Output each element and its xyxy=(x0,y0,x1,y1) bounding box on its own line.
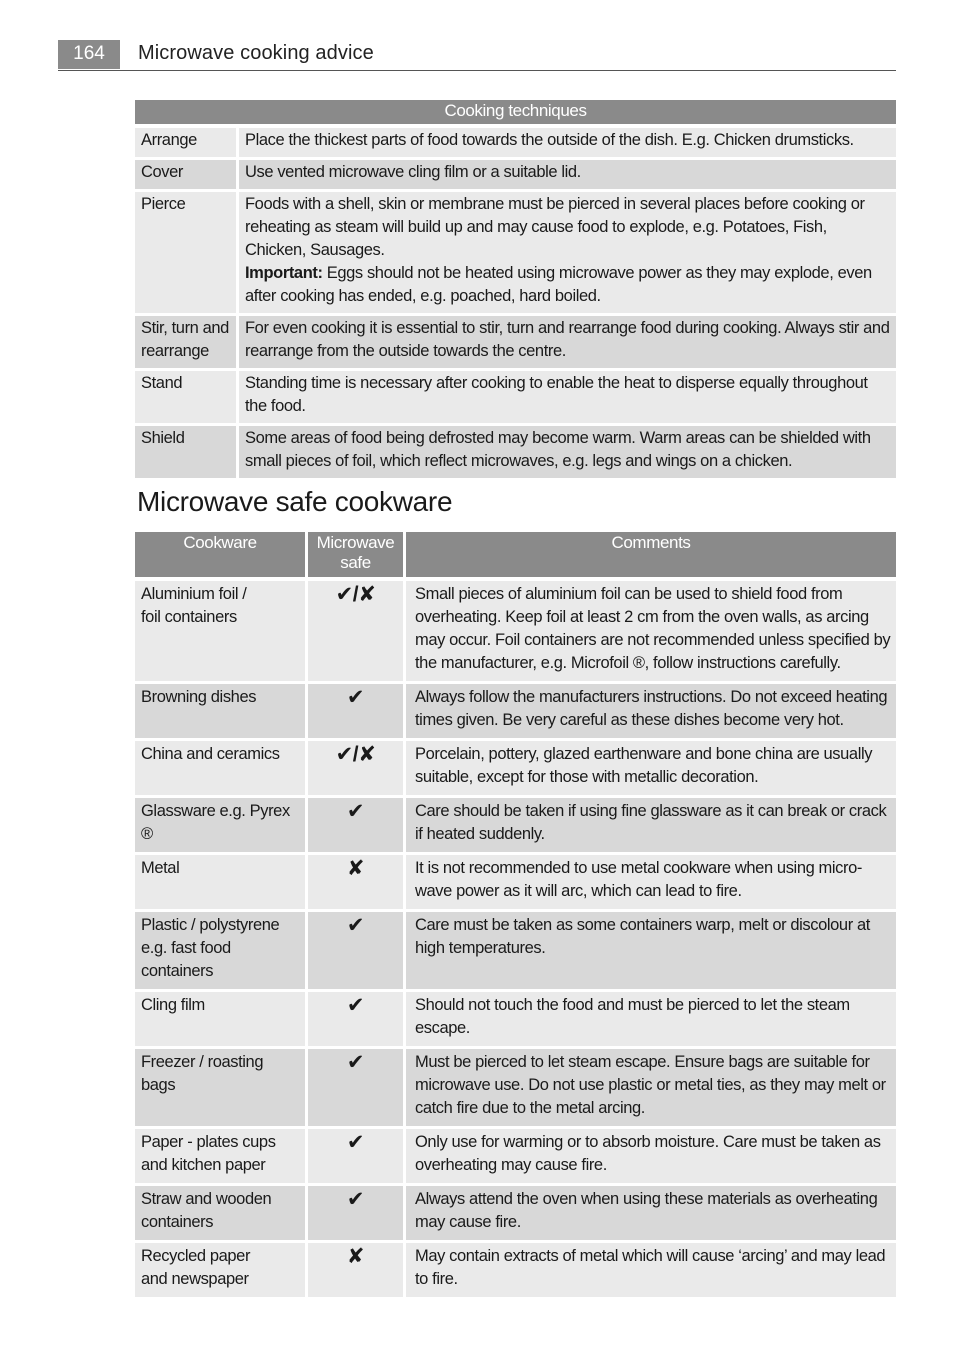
cookware-name: Glassware e.g. Pyrex ® xyxy=(135,798,308,855)
table-row xyxy=(135,316,896,371)
cookware-comment: Must be pierced to let steam escape. Ensure bags are suitable for microwave use. Do not use plastic or metal ties, as they may melt or catch fire due to the metal arcing. xyxy=(406,1049,896,1129)
cookware-comment: Always follow the manufacturers instructions. Do not exceed heating times given. Be very careful as these dishes become very hot. xyxy=(406,684,896,741)
cookware-table xyxy=(135,532,896,1300)
technique-text: Some areas of food being defrosted may become warm. Warm areas can be shielded with small pieces of foil, which reflect microwaves, e.g. legs and wings on a chicken. xyxy=(239,426,896,481)
table-row xyxy=(135,992,896,1049)
cookware-comment: Small pieces of aluminium foil can be used to shield food from overheating. Keep foil at least 2 cm from the oven walls, as arcing may occur. Foil containers are not recommended unless specified by the manufacturer, e.g. Microfoil ®, follow instructions carefully. xyxy=(406,581,896,684)
page-number: 164 xyxy=(58,40,120,69)
microwave-safe-mark: ✔ xyxy=(308,912,406,992)
technique-term: Stir, turn and rearrange xyxy=(135,316,239,371)
table-row xyxy=(135,371,896,426)
technique-term: Stand xyxy=(135,371,239,426)
important-label: Important: xyxy=(245,264,323,282)
technique-text: For even cooking it is essential to stir, turn and rearrange food during cooking. Always stir and rearrange from the outside towards the centre. xyxy=(239,316,896,371)
technique-text: Standing time is necessary after cooking to enable the heat to disperse equally throughout the food. xyxy=(239,371,896,426)
table-row xyxy=(135,741,896,798)
table-row xyxy=(135,1129,896,1186)
column-header-cookware: Cookware xyxy=(135,532,308,581)
cookware-name: Aluminium foil / foil containers xyxy=(135,581,308,684)
technique-term: Cover xyxy=(135,160,239,192)
table-row xyxy=(135,1186,896,1243)
microwave-safe-mark: ✘ xyxy=(308,1243,406,1300)
cookware-name: Straw and wooden containers xyxy=(135,1186,308,1243)
page-header xyxy=(58,40,896,71)
technique-text-cell xyxy=(239,192,896,316)
technique-text: Foods with a shell, skin or membrane must be pierced in several places before cooking or reheating as steam will build up and may cause food to explode, e.g. Potatoes, Fish, Chicken, Sausages. xyxy=(245,195,865,259)
table-row xyxy=(135,912,896,992)
table-row xyxy=(135,684,896,741)
section-title: Microwave safe cookware xyxy=(137,486,453,517)
table-row xyxy=(135,855,896,912)
cookware-comment: Should not touch the food and must be pierced to let the steam escape. xyxy=(406,992,896,1049)
cooking-techniques-table xyxy=(135,100,896,481)
cookware-name: Paper - plates cups and kitchen paper xyxy=(135,1129,308,1186)
microwave-safe-mark: ✔ xyxy=(308,798,406,855)
cookware-comment: Care must be taken as some containers warp, melt or discolour at high temperatures. xyxy=(406,912,896,992)
cookware-name: China and ceramics xyxy=(135,741,308,798)
column-header-comments: Comments xyxy=(406,532,896,581)
microwave-safe-mark: ✔ xyxy=(308,992,406,1049)
cookware-comment: It is not recommended to use metal cookware when using micro-wave power as it will arc, which can lead to fire. xyxy=(406,855,896,912)
cookware-name: Browning dishes xyxy=(135,684,308,741)
microwave-safe-mark: ✔/✘ xyxy=(308,581,406,684)
cookware-name: Metal xyxy=(135,855,308,912)
technique-text: Place the thickest parts of food towards the outside of the dish. E.g. Chicken drumsticks. xyxy=(239,128,896,160)
table-row xyxy=(135,798,896,855)
cookware-name: Cling film xyxy=(135,992,308,1049)
technique-term: Arrange xyxy=(135,128,239,160)
header-title: Microwave cooking advice xyxy=(138,42,374,64)
important-text: Eggs should not be heated using microwave power as they may explode, even after cooking has ended, e.g. poached, hard boiled. xyxy=(245,264,872,305)
microwave-safe-mark: ✔ xyxy=(308,684,406,741)
microwave-safe-mark: ✔ xyxy=(308,1129,406,1186)
cookware-name: Plastic / polystyrene e.g. fast food containers xyxy=(135,912,308,992)
technique-text: Use vented microwave cling film or a suitable lid. xyxy=(239,160,896,192)
table-row xyxy=(135,1243,896,1300)
microwave-safe-mark: ✔ xyxy=(308,1186,406,1243)
cookware-comment: May contain extracts of metal which will cause ‘arcing’ and may lead to fire. xyxy=(406,1243,896,1300)
column-header-microwave-safe: Microwave safe xyxy=(308,532,406,581)
technique-term: Pierce xyxy=(135,192,239,316)
cooking-techniques-heading: Cooking techniques xyxy=(135,100,896,128)
cookware-name: Recycled paper and newspaper xyxy=(135,1243,308,1300)
cookware-name: Freezer / roasting bags xyxy=(135,1049,308,1129)
technique-term: Shield xyxy=(135,426,239,481)
table-row xyxy=(135,128,896,160)
microwave-safe-mark: ✘ xyxy=(308,855,406,912)
table-row xyxy=(135,426,896,481)
table-row xyxy=(135,1049,896,1129)
table-row xyxy=(135,192,896,316)
cookware-comment: Only use for warming or to absorb moisture. Care must be taken as overheating may cause fire. xyxy=(406,1129,896,1186)
microwave-safe-mark: ✔ xyxy=(308,1049,406,1129)
cookware-comment: Care should be taken if using fine glassware as it can break or crack if heated suddenly. xyxy=(406,798,896,855)
microwave-safe-mark: ✔/✘ xyxy=(308,741,406,798)
cookware-comment: Always attend the oven when using these materials as overheating may cause fire. xyxy=(406,1186,896,1243)
table-row xyxy=(135,160,896,192)
table-row xyxy=(135,581,896,684)
cookware-comment: Porcelain, pottery, glazed earthenware and bone china are usually suitable, except for those with metallic decoration. xyxy=(406,741,896,798)
